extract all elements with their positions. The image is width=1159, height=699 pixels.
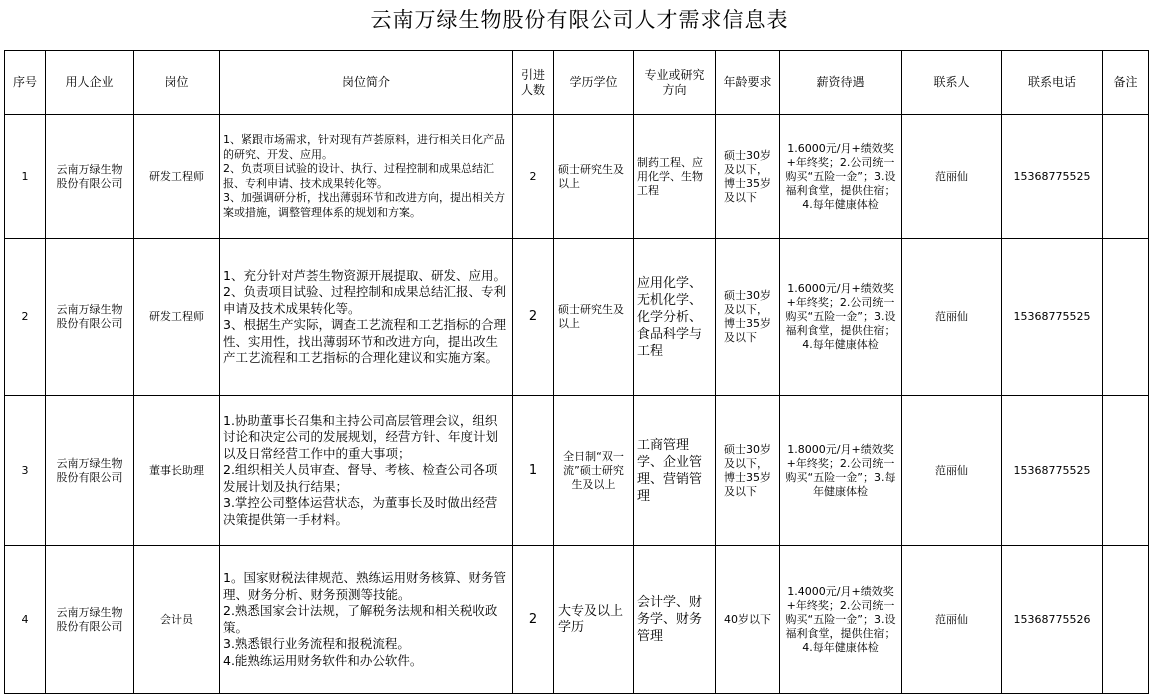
cell-education: 硕士研究生及以上 xyxy=(554,239,634,396)
cell-phone: 15368775526 xyxy=(1002,546,1103,694)
cell-age: 硕士30岁及以下，博士35岁及以下 xyxy=(716,115,780,239)
cell-position: 董事长助理 xyxy=(134,396,220,546)
header-education: 学历学位 xyxy=(554,51,634,115)
cell-age: 硕士30岁及以下，博士35岁及以下 xyxy=(716,396,780,546)
header-seq: 序号 xyxy=(5,51,46,115)
cell-description: 1。国家财税法律规范、熟练运用财务核算、财务管理、财务分析、财务预测等技能。 2.熟悉国家会计法规，了解税务法规和相关税收政策。 3.熟悉银行业务流程和报税流程。 4.能熟练运用财务软件和办公软件。 xyxy=(220,546,513,694)
header-contact: 联系人 xyxy=(902,51,1002,115)
talent-demand-table xyxy=(4,50,1149,694)
cell-major: 工商管理学、企业管理、营销管理 xyxy=(634,396,716,546)
cell-description: 1、紧跟市场需求，针对现有芦荟原料，进行相关日化产品的研究、开发、应用。 2、负责项目试验的设计、执行、过程控制和成果总结汇报、专利申请、技术成果转化等。 3、加强调研分析，找出薄弱环节和改进方向，提出相关方案或措施，调整管理体系的规划和方案。 xyxy=(220,115,513,239)
cell-salary: 1.6000元/月+绩效奖+年终奖；2.公司统一购买“五险一金”；3.设福利食堂，提供住宿；4.每年健康体检 xyxy=(780,239,902,396)
header-age: 年龄要求 xyxy=(716,51,780,115)
header-phone: 联系电话 xyxy=(1002,51,1103,115)
cell-seq: 1 xyxy=(5,115,46,239)
cell-phone: 15368775525 xyxy=(1002,239,1103,396)
cell-note xyxy=(1103,239,1149,396)
cell-description: 1、充分针对芦荟生物资源开展提取、研发、应用。 2、负责项目试验、过程控制和成果总结汇报、专利申请及技术成果转化等。 3、根据生产实际，调查工艺流程和工艺指标的合理性、实用性，找出薄弱环节和改进方向，提出改生产工艺流程和工艺指标的合理化建议和实施方案。 xyxy=(220,239,513,396)
cell-contact: 范丽仙 xyxy=(902,239,1002,396)
cell-age: 硕士30岁及以下，博士35岁及以下 xyxy=(716,239,780,396)
cell-education: 大专及以上学历 xyxy=(554,546,634,694)
cell-education: 全日制“双一流”硕士研究生及以上 xyxy=(554,396,634,546)
cell-note xyxy=(1103,396,1149,546)
cell-phone: 15368775525 xyxy=(1002,115,1103,239)
cell-seq: 4 xyxy=(5,546,46,694)
cell-major: 会计学、财务学、财务管理 xyxy=(634,546,716,694)
table-row xyxy=(5,546,1149,694)
cell-phone: 15368775525 xyxy=(1002,396,1103,546)
cell-position: 研发工程师 xyxy=(134,239,220,396)
cell-company: 云南万绿生物股份有限公司 xyxy=(46,239,134,396)
cell-contact: 范丽仙 xyxy=(902,115,1002,239)
cell-seq: 3 xyxy=(5,396,46,546)
cell-company: 云南万绿生物股份有限公司 xyxy=(46,546,134,694)
header-description: 岗位简介 xyxy=(220,51,513,115)
cell-position: 会计员 xyxy=(134,546,220,694)
table-row xyxy=(5,115,1149,239)
cell-contact: 范丽仙 xyxy=(902,546,1002,694)
header-major: 专业或研究方向 xyxy=(634,51,716,115)
table-row xyxy=(5,396,1149,546)
cell-salary: 1.8000元/月+绩效奖+年终奖；2.公司统一购买“五险一金”；3.每年健康体检 xyxy=(780,396,902,546)
cell-count: 2 xyxy=(513,546,554,694)
table-row xyxy=(5,239,1149,396)
cell-description: 1.协助董事长召集和主持公司高层管理会议，组织讨论和决定公司的发展规划，经营方针、年度计划以及日常经营工作中的重大事项； 2.组织相关人员审查、督导、考核、检查公司各项发展计划及执行结果； 3.掌控公司整体运营状态，为董事长及时做出经营决策提供第一手材料。 xyxy=(220,396,513,546)
cell-seq: 2 xyxy=(5,239,46,396)
cell-note xyxy=(1103,546,1149,694)
cell-note xyxy=(1103,115,1149,239)
cell-salary: 1.6000元/月+绩效奖+年终奖；2.公司统一购买“五险一金”；3.设福利食堂，提供住宿；4.每年健康体检 xyxy=(780,115,902,239)
header-company: 用人企业 xyxy=(46,51,134,115)
header-note: 备注 xyxy=(1103,51,1149,115)
cell-education: 硕士研究生及以上 xyxy=(554,115,634,239)
cell-count: 2 xyxy=(513,115,554,239)
cell-age: 40岁以下 xyxy=(716,546,780,694)
cell-salary: 1.4000元/月+绩效奖+年终奖；2.公司统一购买“五险一金”；3.设福利食堂，提供住宿；4.每年健康体检 xyxy=(780,546,902,694)
header-count: 引进人数 xyxy=(513,51,554,115)
header-position: 岗位 xyxy=(134,51,220,115)
cell-position: 研发工程师 xyxy=(134,115,220,239)
cell-company: 云南万绿生物股份有限公司 xyxy=(46,115,134,239)
header-salary: 薪资待遇 xyxy=(780,51,902,115)
page-title: 云南万绿生物股份有限公司人才需求信息表 xyxy=(370,8,789,32)
cell-count: 2 xyxy=(513,239,554,396)
header-row xyxy=(5,51,1149,115)
cell-company: 云南万绿生物股份有限公司 xyxy=(46,396,134,546)
cell-major: 制药工程、应用化学、生物工程 xyxy=(634,115,716,239)
cell-count: 1 xyxy=(513,396,554,546)
cell-major: 应用化学、无机化学、化学分析、食品科学与工程 xyxy=(634,239,716,396)
cell-contact: 范丽仙 xyxy=(902,396,1002,546)
